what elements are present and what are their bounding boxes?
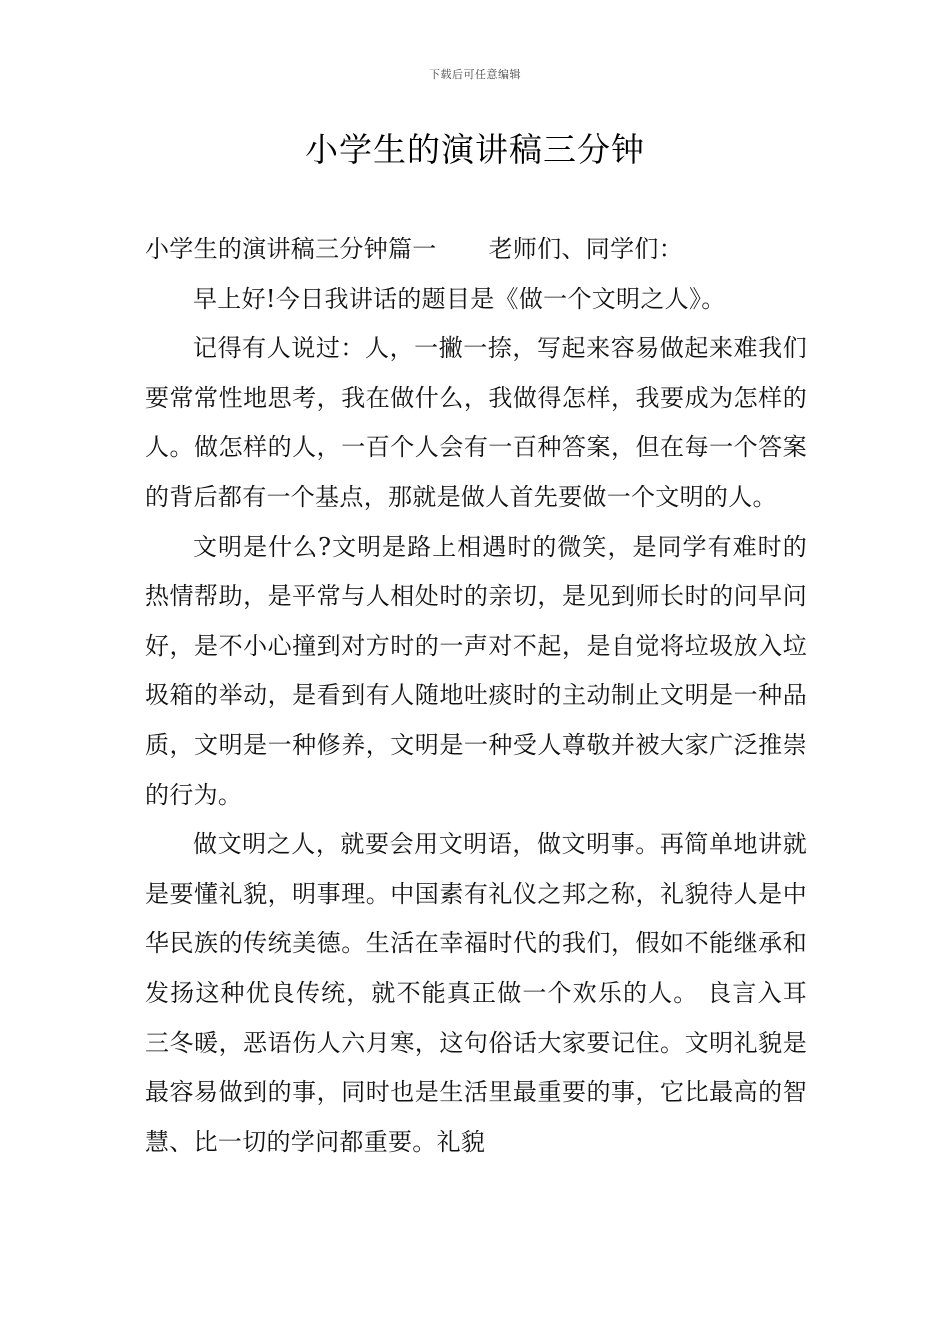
lead-line (145, 225, 807, 275)
document-title: 小学生的演讲稿三分钟 (305, 130, 645, 169)
header-note: 下载后可任意编辑 (429, 68, 521, 81)
paragraph-4: 做文明之人，就要会用文明语，做文明事。再简单地讲就是要懂礼貌，明事理。中国素有礼仪之邦之称，礼貌待人是中华民族的传统美德。生活在幸福时代的我们，假如不能继承和发扬这种优良传统，就不能真正做一个欢乐的人。 良言入耳三冬暖，恶语伤人六月寒，这句俗话大家要记住。文明礼貌是最容易做到的事，同时也是生活里最重要的事，它比最高的智慧、比一切的学问都重要。礼貌 (145, 830, 807, 1156)
paragraph-3: 文明是什么?文明是路上相遇时的微笑，是同学有难时的热情帮助，是平常与人相处时的亲切，是见到师长时的问早问好，是不小心撞到对方时的一声对不起，是自觉将垃圾放入垃圾箱的举动，是看到有人随地吐痰时的主动制止文明是一种品质，文明是一种修养，文明是一种受人尊敬并被大家广泛推崇的行为。 (145, 532, 807, 809)
lead-greeting: 老师们、同学们： (488, 235, 684, 263)
lead-heading: 小学生的演讲稿三分钟篇一 (145, 235, 437, 263)
paragraph-1: 早上好!今日我讲话的题目是《做一个文明之人》。 (193, 284, 726, 313)
paragraph-2: 记得有人说过：人，一撇一捺，写起来容易做起来难我们要常常性地思考，我在做什么，我做得怎样，我要成为怎样的人。做怎样的人，一百个人会有一百种答案，但在每一个答案的背后都有一个基点，那就是做人首先要做一个文明的人。 (145, 334, 807, 511)
document-body (145, 225, 807, 1167)
